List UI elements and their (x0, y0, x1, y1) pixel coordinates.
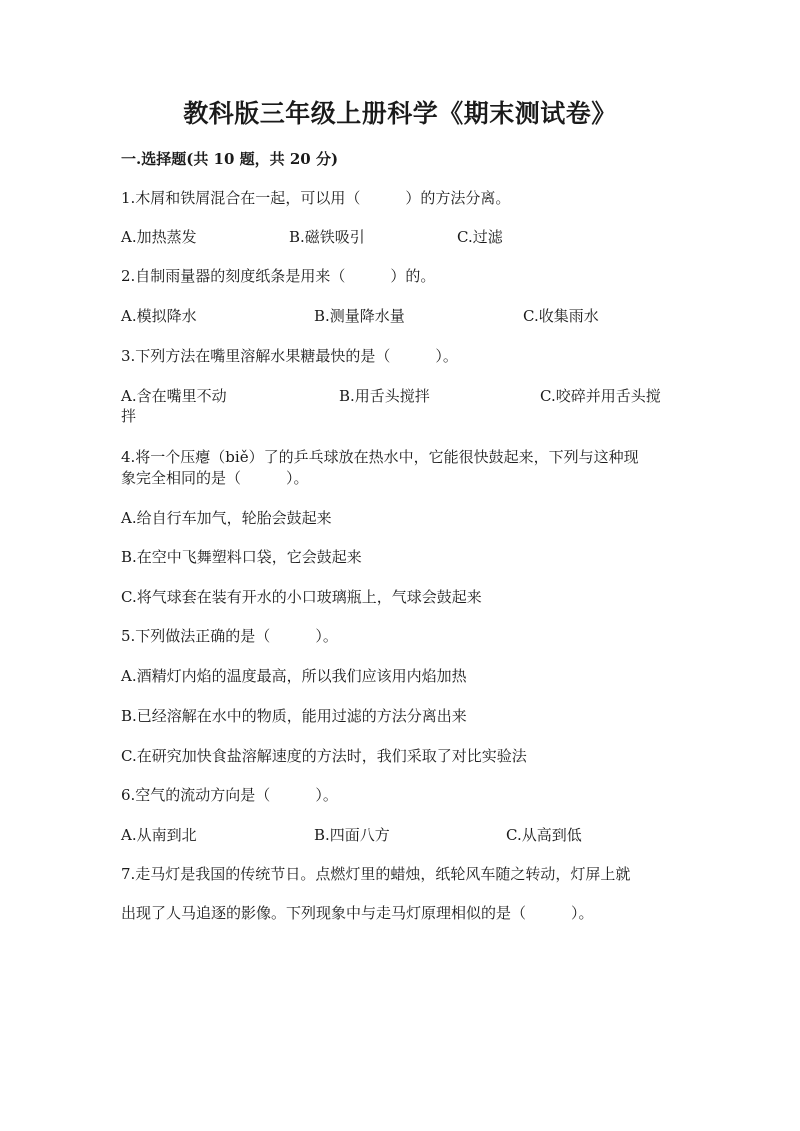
question-2-option-a: A.模拟降水 (121, 307, 197, 325)
question-4-stem-line-1: 4.将一个压瘪（biě）了的乒乓球放在热水中，它能很快鼓起来，下列与这种现 (121, 448, 639, 466)
question-4-option-b: B.在空中飞舞塑料口袋，它会鼓起来 (121, 548, 362, 566)
question-2-option-b: B.测量降水量 (314, 307, 405, 325)
question-5-option-a: A.酒精灯内焰的温度最高，所以我们应该用内焰加热 (121, 667, 467, 685)
question-1-stem: 1.木屑和铁屑混合在一起，可以用（ ）的方法分离。 (121, 189, 511, 207)
question-6-option-b: B.四面八方 (314, 826, 390, 844)
question-1-option-c: C.过滤 (457, 228, 503, 246)
question-7-stem-line-2: 出现了人马追逐的影像。下列现象中与走马灯原理相似的是（ ）。 (121, 904, 594, 922)
question-2-stem: 2.自制雨量器的刻度纸条是用来（ ）的。 (121, 267, 436, 285)
question-7-stem-line-1: 7.走马灯是我国的传统节日。点燃灯里的蜡烛，纸轮风车随之转动，灯屏上就 (121, 865, 631, 883)
section-heading: 一.选择题(共 10 题，共 20 分) (121, 150, 339, 168)
question-4-stem-line-2: 象完全相同的是（ ）。 (121, 469, 309, 487)
question-3-option-b: B.用舌头搅拌 (339, 387, 430, 405)
question-3-stem: 3.下列方法在嘴里溶解水果糖最快的是（ ）。 (121, 347, 458, 365)
page-title: 教科版三年级上册科学《期末测试卷》 (183, 99, 617, 128)
question-3-option-c: C.咬碎并用舌头搅 (540, 387, 661, 405)
question-2-option-c: C.收集雨水 (523, 307, 599, 325)
question-6-option-c: C.从高到低 (506, 826, 582, 844)
question-5-stem: 5.下列做法正确的是（ ）。 (121, 627, 338, 645)
question-5-option-c: C.在研究加快食盐溶解速度的方法时，我们采取了对比实验法 (121, 747, 527, 765)
question-3-option-a: A.含在嘴里不动 (121, 387, 227, 405)
question-4-option-c: C.将气球套在装有开水的小口玻璃瓶上，气球会鼓起来 (121, 588, 482, 606)
question-1-option-b: B.磁铁吸引 (289, 228, 365, 246)
question-3-option-c-wrap: 拌 (121, 407, 137, 425)
question-6-option-a: A.从南到北 (121, 826, 197, 844)
question-1-option-a: A.加热蒸发 (121, 228, 197, 246)
question-5-option-b: B.已经溶解在水中的物质，能用过滤的方法分离出来 (121, 707, 467, 725)
question-6-stem: 6.空气的流动方向是（ ）。 (121, 786, 338, 804)
question-4-option-a: A.给自行车加气，轮胎会鼓起来 (121, 509, 332, 527)
